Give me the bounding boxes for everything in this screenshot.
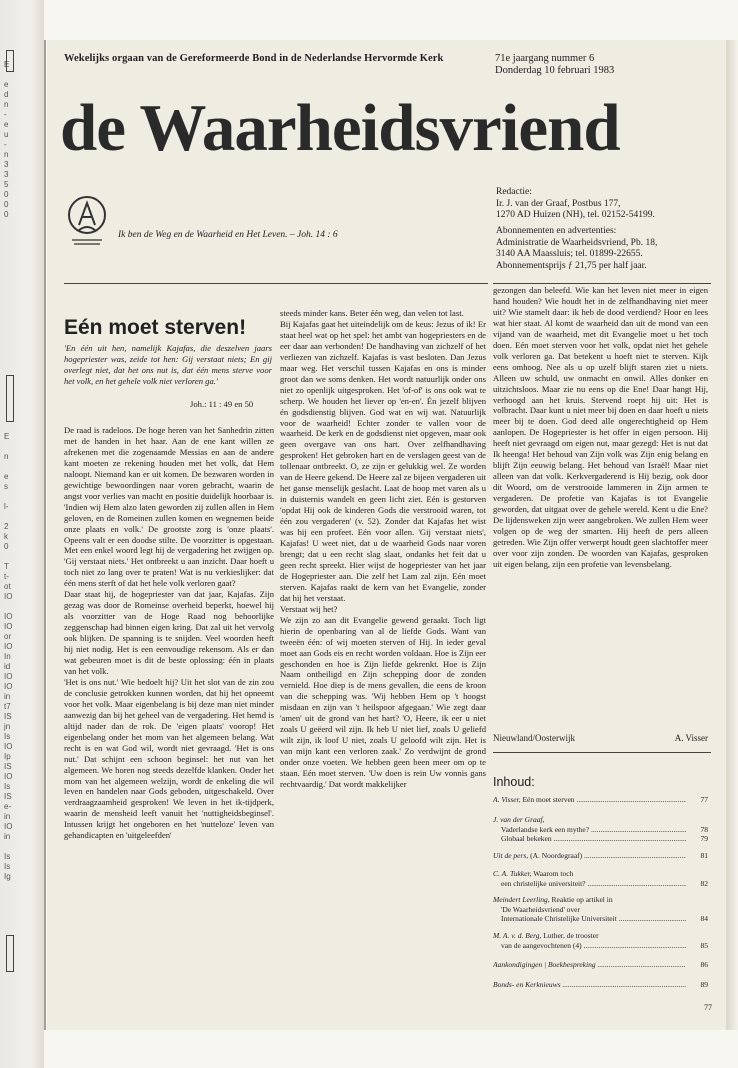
contents-title-text: van de aangevochtenen (4) ..... <box>501 941 686 951</box>
article-intro-reference: Joh.: 11 : 49 en 50 <box>190 399 254 409</box>
contents-page: 81 <box>700 851 708 860</box>
redactie-label: Redactie: <box>496 187 532 197</box>
article-signature <box>493 733 708 743</box>
article-text: De raad is radeloos. De hoge heren van het Sanhedrin zitten met de handen in het haar. Aan de ene kant willen ze afrekenen met die zogenaamde Messias en aan de andere kant moeten ze rekening houden met het volk, dat Hem naloopt. Niemand kan er uit komen. De bezwaren worden in gewichtige bewoordingen naar voren gebracht, waarin de angst voor verlies van macht en positie duidelijk hoorbaar is. 'Indien wij Hem alzo laten geworden zij zullen allen in Hem geloven, en de Romeinen zullen komen en wegnemen beide onze plaats en volk.' De grootste zorg is 'onze plaats'. Opeens valt er een doodse stilte. De voorzitter is opgestaan. Met een enkel woord legt hij de vergadering het zwijgen op. 'Gij verstaat niets.' Het ontbreekt u aan inzicht. Daar hoeft u toch niet zo lang over te praten! Wat is nu verkieslijker: dat één mens sterft of dat het hele volk verloren gaat? Daar staat hij, de hogepriester van dat jaar, Kajafas. Zijn gezag was door de Romeinse overheid beperkt, hoewel hij als voorzitter van de Hoge Raad nog behoorlijke zeggenschap had binnen eigen kring. Dat zal uit het vervolg ook blijken. De spanning is te snijden. Veel woorden heeft hij niet nodig. Het is een eenvoudige rekensom. Als er dan wat gebeuren moet is dit de beste oplossing: één in plaats van het volk. 'Het is ons nut.' Wie bedoelt hij? Uit het slot van de zin zou de conclusie getrokken kunnen worden, dat hij het opneemt voor het volk. Maar eigenbelang is bij deze man niet minder aanwezig dan bij het geheel van de vergadering. Het hemd is altijd nader dan de rok. De 'eigen plaats' voorop! Het eigenbelang onder het mom van het algemeen belang. Wat recht is en wat God wil, wordt niet gevraagd. 'Het is ons nut.' Dat schijnt een schoon beginsel: het nut van het algemeen. We horen nog steeds dezelfde klanken. Onder het mom van het algemeen welzijn, wordt de enkeling die wil leven en handelen naar Gods geboden, uitgeschakeld. Over verdraagzaamheid gesproken! We leven in het ik-tijdperk, waarin de mensheid leeft vanuit het 'nuttigheidsbeginsel'. Intussen krijgt het ongeboren en het 'nutteloze' leven van gehandicapten en 'uitgeleefden' <box>64 425 274 841</box>
page-edge <box>726 40 738 1030</box>
contents-title-text: Waarom toch <box>533 869 574 878</box>
contents-title-text: Internationale Christelijke Universiteit ..... <box>501 914 686 924</box>
contents-title-text: Vaderlandse kerk een mythe? ..... <box>501 825 686 835</box>
article-column-2 <box>280 308 486 790</box>
contents-entry[interactable] <box>493 869 708 888</box>
abonnementen-label: Abonnementen en advertenties: <box>496 226 617 236</box>
spine-mark <box>6 935 14 972</box>
header-tagline: Wekelijks orgaan van de Gereformeerde Bond in de Nederlandse Hervormde Kerk <box>64 53 444 64</box>
contents-title-text: een christelijke universiteit? ..... <box>501 879 686 889</box>
signature-divider <box>493 752 711 753</box>
contents-entry[interactable] <box>493 895 708 924</box>
contents-entry[interactable] <box>493 980 708 990</box>
abonnementen-line: Administratie de Waarheidsvriend, Pb. 18, <box>496 237 658 248</box>
header-divider <box>493 283 711 284</box>
abonnementen-block <box>496 226 718 272</box>
contents-title-text: Luther, de trooster <box>543 931 599 940</box>
masthead-title: de Waarheidsvriend <box>60 91 620 165</box>
issue-date: Donderdag 10 februari 1983 <box>495 65 615 76</box>
contents-entry[interactable] <box>493 795 708 805</box>
page-number: 77 <box>704 1003 712 1012</box>
contents-author: C. A. Tukker, <box>493 869 532 878</box>
article-title: Eén moet sterven! <box>64 316 247 339</box>
contents-entry[interactable] <box>493 851 708 861</box>
issue-volume: 71e jaargang nummer 6 <box>495 53 595 64</box>
contents-author: J. van der Graaf, <box>493 815 545 824</box>
redactie-line: Ir. J. van der Graaf, Postbus 177, <box>496 198 621 209</box>
contents-title-text: Globaal bekeken ..... <box>501 834 686 844</box>
contents-entry[interactable] <box>493 931 708 950</box>
signature-author: A. Visser <box>674 733 708 743</box>
contents-entry[interactable] <box>493 815 708 844</box>
article-intro-quote: 'En één uit hen, namelijk Kajafas, die deszelven jaars hogepriester was, zeide tot hen: Gij verstaat niets; En gij overlegt niet, dat het ons nut is, dat één mens sterve voor het volk, en het gehele volk niet verloren ga.' <box>64 343 272 386</box>
redactie-block <box>496 187 718 222</box>
contents-page: 78 <box>700 824 708 834</box>
article-text: steeds minder kans. Beter één weg, dan velen tot last. Bij Kajafas gaat het uiteindelijk om de keus: Jezus of ik! Er staat heel wat op het spel: het ambt van hogepriesters en de eer daar aan verbonden! De handhaving van zichzelf of het verliezen van zichzelf. Kajafas is vast besloten. Dan Jezus maar weg. Het verschil tussen Kajafas en ons is minder groot dan we soms denken. Het wordt natuurlijk onder ons niet zo openlijk uitgesproken. Het 'of-of' is ons ook wat te scherp. We houden het liever op 'en-en'. Én jezelf blijven én godsdienstig blijven. God wat en wij wat. Natuurlijk voor de waarheid! Echter zonder te vallen voor de waarheid. De kerk en de godsdienst niet opgeven, maar ook geen overgave van ons hart. Over zelfhandhaving gesproken! Het gebroken hart en de verslagen geest van de tollenaar ontbreekt. O, ze zijn er gelukkig wel. Ze worden van de Heere gekend. De Heere zal ze bijeen vergaderen uit het ganse menselijk geslacht. Laat de hoop met varen als u in duisternis wandelt en geen licht ziet. Eén is gestorven 'opdat Hij ook de kinderen Gods die verstrooid waren, tot één zou vergaderen' (v. 52). Zonder dat Kajafas het wist was hij een profeet. Eén voor allen. 'Gij verstaat niets', Kajafas! U weet niet, dat u de waarheid Gods naar voren brengt; dat u een recht slag slaat, ondanks het feit dat u geen recht spreekt. Hier wijst de hogepriester van het jaar de Hogepriester aan. Die zelf het Lam zal zijn. Eén moet sterven. Kajafas raakt de kern van het Evangelie, zonder dat hij het verstaat. Verstaat wij het? We zijn zo aan dit Evangelie gewend geraakt. Toch ligt hierin de openbaring van al de liefde Gods. Want van tweeën één: of wij moeten sterven of Hij. In ieder geval moet aan Gods eis en recht worden voldaan. Hoe is Zijn eer geschonden en hoe is Zijn liefde gekrenkt. Hoe is Zijn Naam ontheiligd en Zijn schepping door de zonden vernield. Hoe diep is de mens gevallen, die eens de kroon van die schepping was. 'Wij hebben Hem op 't hoogst misdaan en zijn van 't heilspoor afgegaan.' Wie zegt daar 'amen' uit de grond van het hart? 'O, Heere, ik eer u niet zoals U geëerd wil zijn. Ik heb U niet lief, zoals U geliefd wilt zijn, ik loof U niet, zoals U geloofd wilt zijn. Het is van mijn kant een verloren zaak.' Zo verdwijnt de grond onder onze voeten. We hebben geen been meer om op te staan. Eén moet sterven. 'Uw doen is rein Uw vonnis gans rechtvaardig.' Dat wordt makkelijker <box>280 308 486 789</box>
contents-title-text: Reaktie op artikel in <box>551 895 613 904</box>
article-column-1 <box>64 425 274 841</box>
article-text: gezongen dan beleefd. Wie kan het leven niet meer in eigen hand houden? Wie houdt het in de zelfhandhaving niet meer uit? Wie stamelt daar: ik heb de dood verdiend? Hoor en lees wat hier staat. Al komt de waarheid dan uit de mond van een vijand van de waarheid, met dit Evangelie moet u het toch doen. Eén moet sterven voor het volk, opdat niet het gehele volk verloren ga. Dat betekent u hoeft niet te sterven. Kijk eens omhoog. Nee als u op uzelf blijft staren ziet u niets. Alleen uw schuld, uw onmacht en onwil. Alles donker en uitzichtsloos. Maar zie nu eens op die Ene! Daar hangt Hij, verhoogd aan het kruis. Stervend roept hij uit: Het is volbracht. Daar kunt u niet meer bij doen en daar hoeft u niets meer bij te doen. God deed alle ongerechtigheid op Hem aanlopen. De Hogepriester is het offer in eigen persoon. Hij heeft niet gevraagd om eigen nut, maar gezegd: Het is nut dat Ik heenga! Het behoud van Zijn volk was Zijn enig belang en blijft Zijn eeuwig belang. Het behoud van Israël! Maar niet alleen van dat volk. Kerkvergaderend is Hij bezig, ook door dit Woord, om de verstrooide lammeren in Zijn armen te vergaderen. De profetie van Kajafas is tot Evangelie geworden, dat uitgaat over de gehele wereld. Kent u die Ene? De lijdensweken zijn weer aangebroken. We zullen Hem weer volgen op de weg der smarten. Hij heeft de pers alleen getreden. Wie Zijn offer verwerpt houdt geen slachtoffer meer over voor zijn zonden. De woorden van Kajafas, gesproken uit eigen belang, zijn een profetie van levensbelang. <box>493 285 708 569</box>
issue-info <box>495 53 695 77</box>
contents-page: 89 <box>700 980 708 989</box>
contents-page: 84 <box>700 914 708 923</box>
spine-text-bottom: E n e s l- 2 k 0 T t- ot IO IO IO or IO In id IO IO in t7 IS jn Is IO Ip IS IO Is IS e- in IO in Is Is Ig <box>4 432 13 881</box>
contents-page: 77 <box>700 795 708 804</box>
contents-page: 82 <box>700 878 708 888</box>
contents-title-text: 'De Waarheidsvriend' over <box>501 904 581 914</box>
article-column-3 <box>493 285 708 570</box>
header-divider <box>64 283 488 284</box>
alpha-omega-emblem-icon <box>62 193 112 248</box>
contents-title-text: (A. Noordegraaf) ..... <box>530 851 686 861</box>
contents-entry[interactable] <box>493 960 708 970</box>
contents-author: Meindert Leerling, <box>493 895 550 904</box>
page-gutter <box>44 40 46 1030</box>
contents-page: 79 <box>700 834 708 843</box>
spine-mark <box>6 50 14 72</box>
contents-page: 86 <box>700 960 708 969</box>
contents-author: A. Visser, <box>493 795 521 804</box>
abonnementen-line: Abonnementsprijs ƒ 21,75 per half jaar. <box>496 260 647 271</box>
contents-author: Uit de pers, <box>493 851 529 860</box>
contents-title-text: Eén moet sterven ..... <box>522 795 686 805</box>
contents-author: M. A. v. d. Berg, <box>493 931 542 940</box>
contents-title: Inhoud: <box>493 775 535 789</box>
contents-page: 85 <box>700 940 708 950</box>
contents-author: Aankondigingen | Boekbespreking ..... <box>493 960 686 970</box>
contents-author: Bonds- en Kerknieuws ..... <box>493 980 686 990</box>
abonnementen-line: 3140 AA Maassluis; tel. 01899-22655. <box>496 249 643 259</box>
motto: Ik ben de Weg en de Waarheid en Het Leven. – Joh. 14 : 6 <box>118 230 338 240</box>
spine-text-top: E e d n - e u - n 3 3 5 0 0 0 <box>4 60 10 219</box>
spine-mark <box>6 375 14 422</box>
redactie-line: 1270 AD Huizen (NH), tel. 02152-54199. <box>496 210 655 220</box>
signature-place: Nieuwland/Oosterwijk <box>493 733 575 743</box>
